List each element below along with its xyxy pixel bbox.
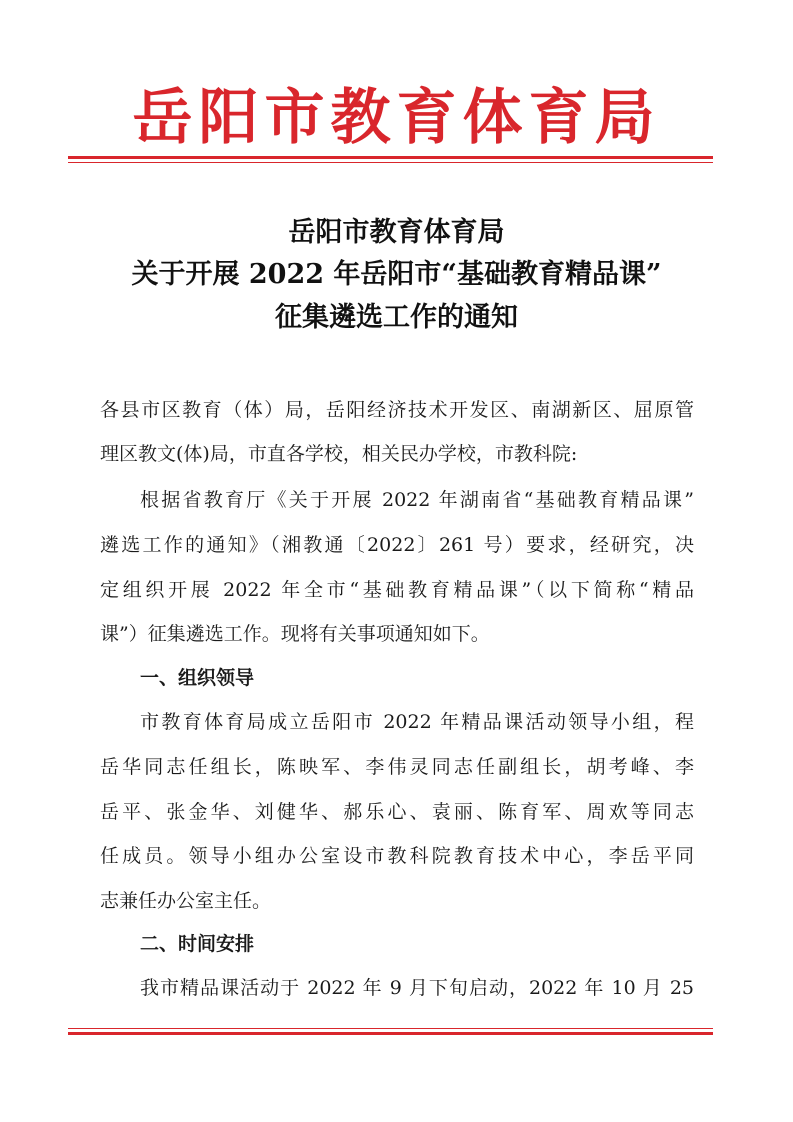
section-2-heading: 二、时间安排 bbox=[140, 933, 255, 955]
paragraph-1-line-1: 根据省教育厅《关于开展 2022 年湖南省“基础教育精品课” bbox=[140, 489, 694, 511]
footer-red-rule-thin bbox=[68, 1028, 713, 1029]
letterhead-red-rule-thick bbox=[68, 156, 713, 159]
title-line-1: 岳阳市教育体育局 bbox=[288, 217, 505, 248]
section-1-heading: 一、组织领导 bbox=[140, 667, 255, 689]
letterhead-red-rule-thin bbox=[68, 162, 713, 163]
paragraph-1-line-2: 遴选工作的通知》（湘教通〔2022〕261 号）要求，经研究，决 bbox=[100, 534, 694, 556]
paragraph-2-line-1: 市教育体育局成立岳阳市 2022 年精品课活动领导小组，程 bbox=[140, 711, 694, 733]
paragraph-2-line-3: 岳平、张金华、刘健华、郝乐心、袁丽、陈育军、周欢等同志 bbox=[100, 801, 694, 823]
paragraph-1-line-3: 定组织开展 2022 年全市“基础教育精品课”（以下简称“精品 bbox=[100, 579, 694, 601]
paragraph-1-line-4: 课”）征集遴选工作。现将有关事项通知如下。 bbox=[100, 623, 490, 645]
addressee-line-1: 各县市区教育（体）局，岳阳经济技术开发区、南湖新区、屈原管 bbox=[100, 399, 694, 421]
title-line-2: 关于开展 2022 年岳阳市“基础教育精品课” bbox=[131, 259, 662, 290]
paragraph-2-line-5: 志兼任办公室主任。 bbox=[100, 890, 272, 912]
paragraph-3-line-1: 我市精品课活动于 2022 年 9 月下旬启动，2022 年 10 月 25 bbox=[140, 977, 694, 999]
paragraph-2-line-2: 岳华同志任组长，陈映军、李伟灵同志任副组长，胡考峰、李 bbox=[100, 756, 694, 778]
addressee-line-2: 理区教文(体)局，市直各学校，相关民办学校，市教科院: bbox=[100, 443, 578, 465]
title-line-3: 征集遴选工作的通知 bbox=[275, 302, 518, 333]
footer-red-rule-thick bbox=[68, 1032, 713, 1035]
paragraph-2-line-4: 任成员。领导小组办公室设市教科院教育技术中心，李岳平同 bbox=[100, 845, 694, 867]
letterhead-org-name: 岳阳市教育体育局 bbox=[132, 83, 661, 153]
